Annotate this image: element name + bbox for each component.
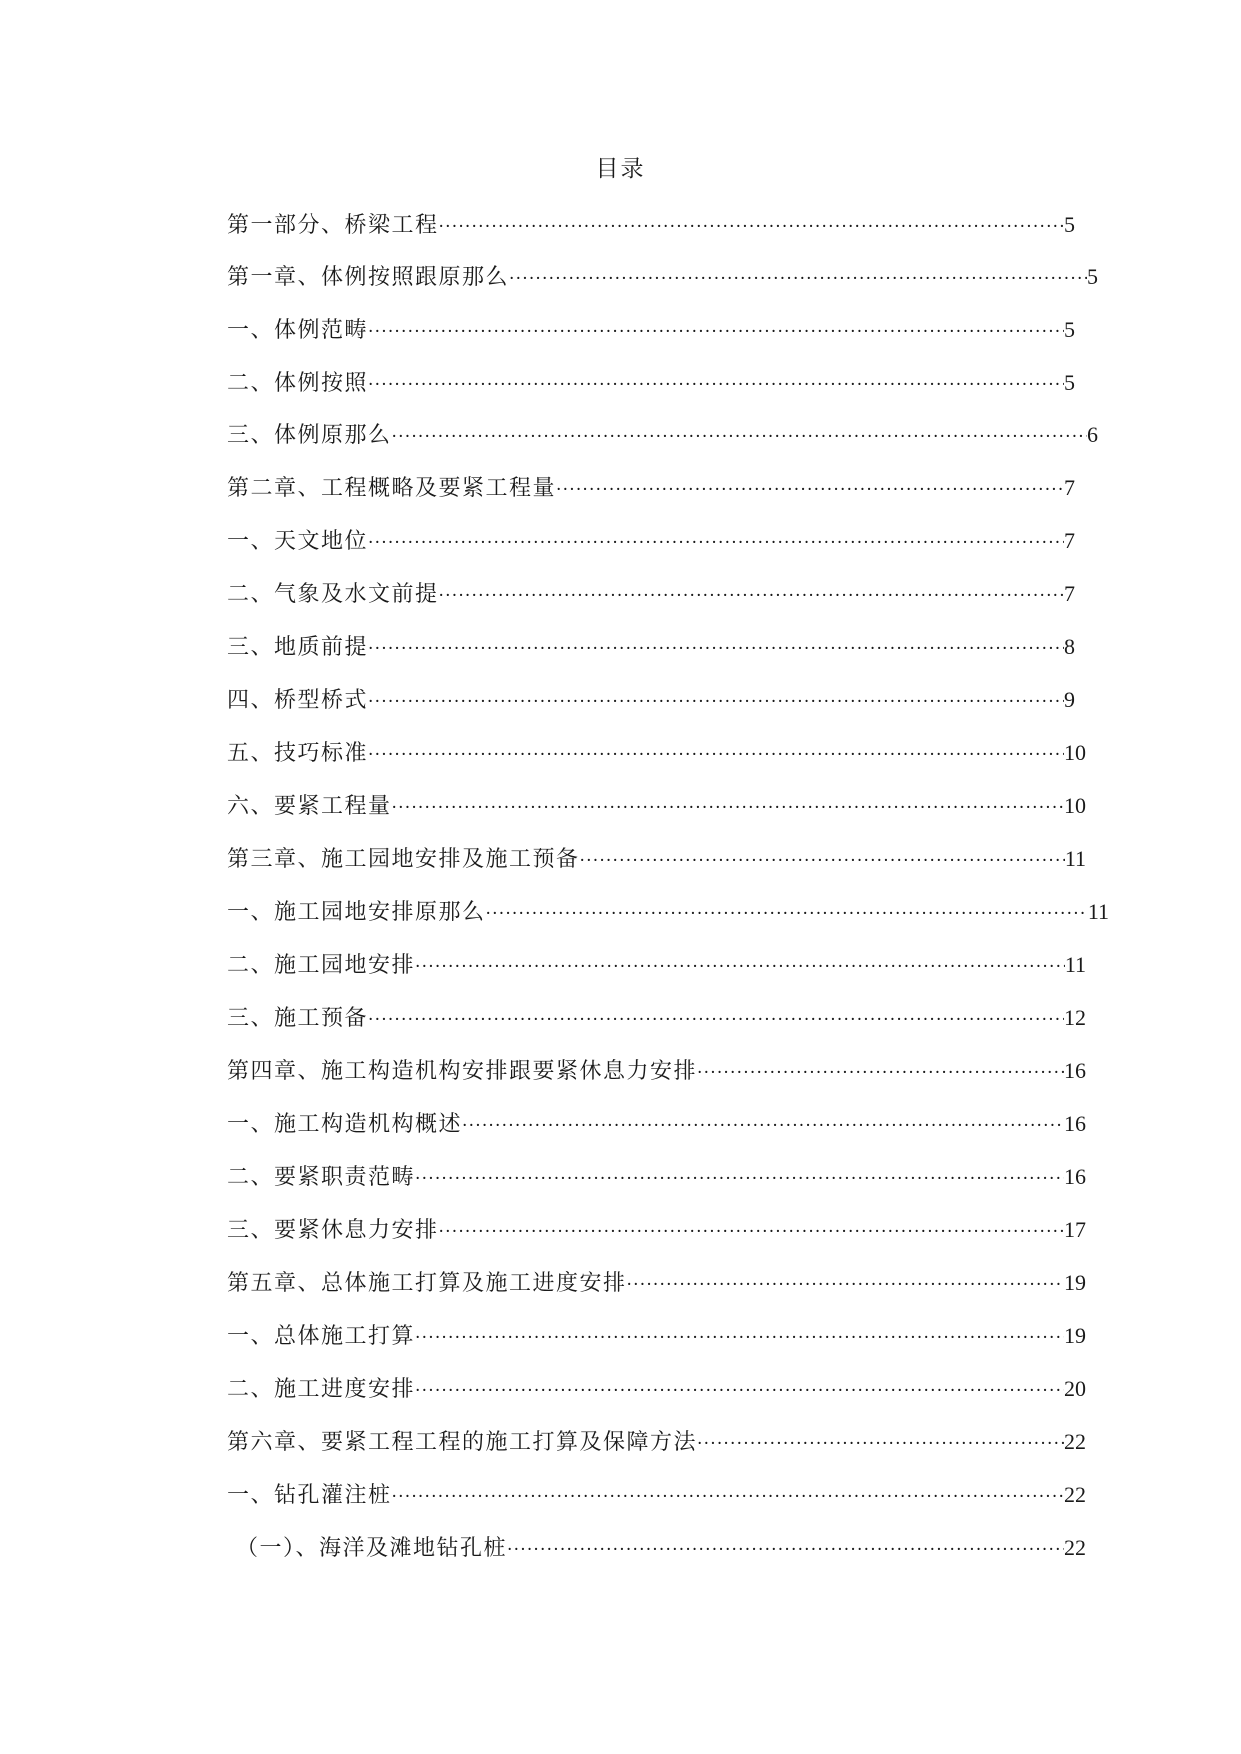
toc-entry <box>227 897 1109 927</box>
toc-entry <box>227 420 1098 450</box>
toc-entry-page: 5 <box>1087 264 1098 289</box>
toc-entry <box>227 1427 1086 1457</box>
toc-entry <box>227 685 1075 715</box>
toc-entry <box>227 1056 1086 1086</box>
toc-entry-text: 第一章、体例按照跟原那么 <box>227 265 510 290</box>
toc-entry-page: 16 <box>1064 1111 1086 1136</box>
toc-leader-dots <box>415 1323 1064 1353</box>
toc-entry <box>227 1003 1086 1033</box>
toc-entry-page: 5 <box>1064 317 1075 342</box>
toc-leader-dots <box>368 370 1064 400</box>
toc-entry-text: 一、体例范畴 <box>227 318 369 343</box>
toc-leader-dots <box>697 1058 1064 1088</box>
toc-leader-dots <box>368 528 1064 558</box>
toc-leader-dots <box>697 1429 1064 1459</box>
toc-entry-text: 三、体例原那么 <box>227 423 392 448</box>
toc-leader-dots <box>439 212 1064 242</box>
toc-entry <box>227 950 1086 980</box>
toc-leader-dots <box>439 1217 1064 1247</box>
toc-entry <box>227 368 1075 398</box>
toc-entry <box>236 1533 1086 1563</box>
toc-entry-text: 一、总体施工打算 <box>227 1324 416 1349</box>
toc-leader-dots <box>509 264 1087 294</box>
toc-entry <box>227 1480 1086 1510</box>
toc-entry-page: 16 <box>1064 1058 1086 1083</box>
toc-leader-dots <box>556 475 1064 505</box>
toc-leader-dots <box>415 1164 1064 1194</box>
toc-entry <box>227 1109 1086 1139</box>
toc-entry <box>227 791 1086 821</box>
toc-leader-dots <box>368 317 1064 347</box>
toc-leader-dots <box>486 899 1088 929</box>
toc-entry-page: 7 <box>1064 475 1075 500</box>
toc-entry-page: 12 <box>1064 1005 1086 1030</box>
toc-entry-text: （一）、海洋及滩地钻孔桩 <box>236 1536 508 1561</box>
toc-entry <box>227 210 1075 240</box>
toc-entry-text: 四、桥型桥式 <box>227 688 369 713</box>
toc-entry-page: 7 <box>1064 528 1075 553</box>
toc-entry-page: 22 <box>1064 1535 1086 1560</box>
toc-entry <box>227 1162 1086 1192</box>
toc-entry-page: 22 <box>1064 1482 1086 1507</box>
toc-entry <box>227 632 1075 662</box>
toc-entry <box>227 473 1075 503</box>
toc-leader-dots <box>439 581 1064 611</box>
toc-entry-page: 22 <box>1064 1429 1086 1454</box>
toc-entry-text: 二、气象及水文前提 <box>227 582 439 607</box>
toc-entry-page: 7 <box>1064 581 1075 606</box>
toc-entry <box>227 738 1086 768</box>
toc-entry-text: 第六章、要紧工程工程的施工打算及保障方法 <box>227 1430 698 1455</box>
toc-leader-dots <box>392 1482 1064 1512</box>
toc-entry-page: 8 <box>1064 634 1075 659</box>
toc-entry-page: 5 <box>1064 370 1075 395</box>
toc-entry-text: 三、要紧休息力安排 <box>227 1218 439 1243</box>
toc-entry-page: 11 <box>1087 899 1109 924</box>
toc-leader-dots <box>415 952 1065 982</box>
toc-entry-text: 一、钻孔灌注桩 <box>227 1483 392 1508</box>
toc-leader-dots <box>368 740 1064 770</box>
toc-entry-page: 20 <box>1064 1376 1086 1401</box>
toc-entry <box>227 1321 1086 1351</box>
toc-entry <box>227 1268 1086 1298</box>
toc-entry-text: 二、体例按照 <box>227 371 369 396</box>
toc-entry-page: 11 <box>1064 846 1086 871</box>
toc-entry-text: 第五章、总体施工打算及施工进度安排 <box>227 1271 627 1296</box>
toc-entry-text: 三、地质前提 <box>227 635 369 660</box>
toc-entry-text: 三、施工预备 <box>227 1006 369 1031</box>
toc-entry-page: 16 <box>1064 1164 1086 1189</box>
toc-title: 目录 <box>595 156 646 182</box>
toc-entry <box>227 526 1075 556</box>
toc-entry-text: 二、施工进度安排 <box>227 1377 416 1402</box>
toc-entry <box>227 579 1075 609</box>
toc-entry-page: 6 <box>1087 422 1098 447</box>
toc-entry <box>227 262 1098 292</box>
toc-leader-dots <box>580 846 1065 876</box>
toc-entry-page: 19 <box>1064 1270 1086 1295</box>
toc-leader-dots <box>368 634 1064 664</box>
toc-entry-page: 19 <box>1064 1323 1086 1348</box>
toc-leader-dots <box>392 793 1064 823</box>
toc-entry-text: 第三章、施工园地安排及施工预备 <box>227 847 580 872</box>
toc-entry-page: 9 <box>1064 687 1075 712</box>
toc-entry-text: 二、施工园地安排 <box>227 953 416 978</box>
toc-entry-text: 第四章、施工构造机构安排跟要紧休息力安排 <box>227 1059 698 1084</box>
toc-leader-dots <box>368 1005 1064 1035</box>
toc-leader-dots <box>392 422 1087 452</box>
toc-entry-page: 10 <box>1064 793 1086 818</box>
toc-leader-dots <box>368 687 1064 717</box>
toc-entry-text: 五、技巧标准 <box>227 741 369 766</box>
toc-leader-dots <box>415 1376 1064 1406</box>
toc-entry-text: 二、要紧职责范畴 <box>227 1165 416 1190</box>
toc-entry-text: 第二章、工程概略及要紧工程量 <box>227 476 557 501</box>
toc-entry-page: 17 <box>1064 1217 1086 1242</box>
toc-leader-dots <box>462 1111 1064 1141</box>
toc-entry-text: 一、施工构造机构概述 <box>227 1112 463 1137</box>
toc-leader-dots <box>507 1535 1064 1565</box>
toc-leader-dots <box>627 1270 1064 1300</box>
toc-entry-text: 一、施工园地安排原那么 <box>227 900 486 925</box>
toc-entry-page: 11 <box>1064 952 1086 977</box>
toc-entry-text: 六、要紧工程量 <box>227 794 392 819</box>
toc-entry <box>227 1215 1086 1245</box>
toc-entry <box>227 844 1086 874</box>
toc-entry <box>227 1374 1086 1404</box>
toc-entry-text: 第一部分、桥梁工程 <box>227 213 439 238</box>
toc-entry <box>227 315 1075 345</box>
toc-entry-page: 10 <box>1064 740 1086 765</box>
toc-entry-text: 一、天文地位 <box>227 529 369 554</box>
toc-entry-page: 5 <box>1064 212 1075 237</box>
